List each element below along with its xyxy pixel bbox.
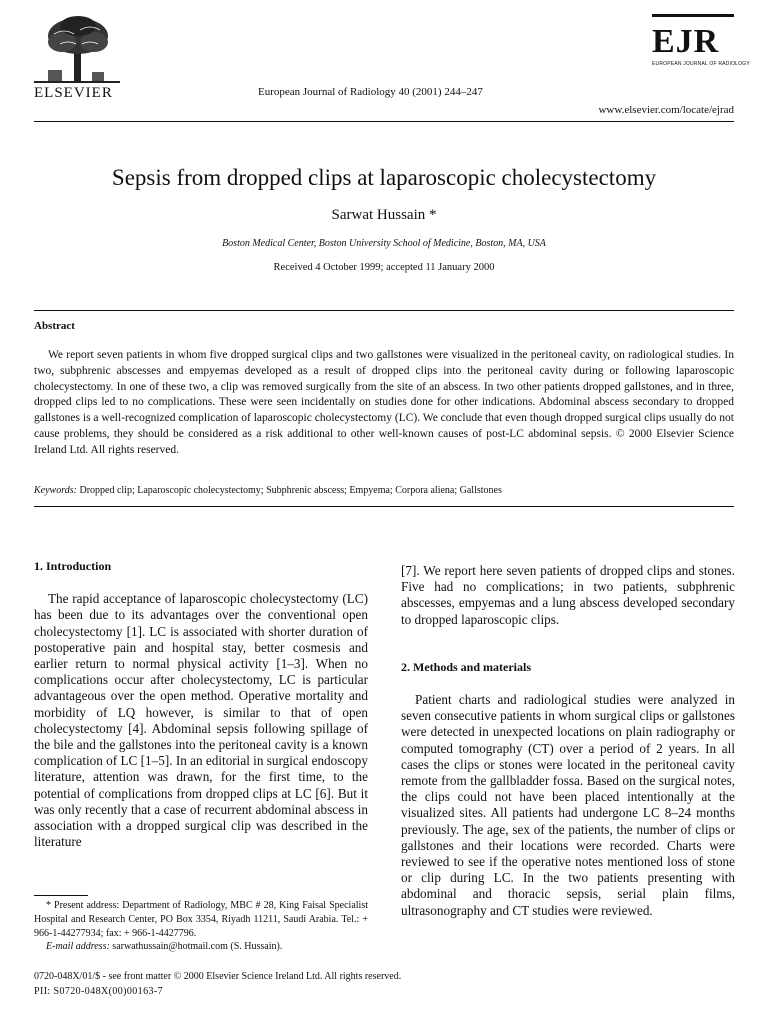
section-heading-methods: 2. Methods and materials [401, 659, 531, 674]
abstract-bottom-divider [34, 506, 734, 507]
introduction-paragraph: The rapid acceptance of laparoscopic cholecystectomy (LC) has been due to its advantages over the conventional open cholecystectomy [1]. LC is associated with shorter duration of postoperative pain and hospital stay, better cosmesis and earlier return to normal physical activity [1–3]. When no complications occur after cholecystectomy, LC is particular advantageous over the open method. Operative mortality and morbidity of LQ however, is similar to that of open cholecystectomy [4]. Abdominal sepsis following spillage of the bile and the gallstones into the peritoneal cavity is a known complication of LC [1–5]. In an editorial in surgical endoscopy literature, attention was drawn, for the first time, to the potential of complications from dropped clips at LC [6]. But it was only recently that a case of recurrent abdominal abscess in association with a dropped surgical clip was described in the literature [34, 591, 368, 850]
left-column [34, 558, 368, 850]
copyright-line: 0720-048X/01/$ - see front matter © 2000 Elsevier Science Ireland Ltd. All rights reserved. [34, 971, 402, 982]
introduction-continued-paragraph: [7]. We report here seven patients of dropped clips and stones. Five had no complications; in two patients, subphrenic abscesses, empyemas and a lung abscess developed secondary to dropped laparoscopic clips. [401, 563, 735, 627]
article-author: Sarwat Hussain * [331, 207, 437, 223]
journal-logo-text: EJR [652, 23, 720, 60]
keywords-label: Keywords: [34, 485, 77, 496]
abstract-top-divider [34, 310, 734, 311]
right-column [401, 563, 735, 919]
journal-logo-subtext: EUROPEAN JOURNAL OF RADIOLOGY [652, 61, 750, 67]
abstract-text: We report seven patients in whom five dropped surgical clips and two gallstones were visualized in the peritoneal cavity, on radiological studies. In two, subphrenic abscesses and empyemas developed as a result of dropped clips into the peritoneal cavity during or following laparoscopic cholecystectomy. In one of these two, a clip was removed surgically from the site of an abscess. In two other patients dropped gallstones, and in three, dropped clips led to no complications. These were seen incidentally on studies done for other indications. Abdominal abscess secondary to dropped gallstones is a well-recognized complication of laparoscopic cholecystectomy (LC). We conclude that even though dropped surgical clips usually do not cause problems, they should be considered as a risk additional to other well-known causes of post-LC abdominal sepsis. © 2000 Elsevier Science Ireland Ltd. All rights reserved. [34, 349, 734, 456]
keywords-list: Dropped clip; Laparoscopic cholecystectomy; Subphrenic abscess; Empyema; Corpora aliena; Gallstones [79, 485, 502, 496]
keywords [34, 485, 734, 496]
elsevier-tree-icon [34, 14, 120, 84]
footnote-email-label: E-mail address: [46, 941, 110, 953]
author-affiliation: Boston Medical Center, Boston University School of Medicine, Boston, MA, USA [222, 238, 546, 249]
footnote [34, 899, 368, 954]
section-heading-introduction: 1. Introduction [34, 559, 112, 573]
header-divider [34, 121, 734, 122]
footnote-divider [34, 895, 88, 896]
publisher-name: ELSEVIER [34, 85, 113, 101]
methods-paragraph: Patient charts and radiological studies were analyzed in seven consecutive patients in whom surgical clips or gallstones were detected in unexpected locations on plain radiography or computed tomography (CT) over a period of 2 years. In all cases the clips or stones were located in the peritoneal cavity remote from the gallbladder fossa. Based on the surgical notes, the clips could not have been placed intentionally at the visualized sites. All patients had undergone LC 8–24 months previously. The age, sex of the patients, the number of clips or gallstones and their locations were recorded. Charts were reviewed to see if the operative notes mentioned loss of stone or clip during LC. In the two patients presenting with abdominal and thoracic sepsis, serial plain films, ultrasonography and CT studies were reviewed. [401, 692, 735, 918]
received-dates: Received 4 October 1999; accepted 11 January 2000 [273, 262, 495, 273]
article-title: Sepsis from dropped clips at laparoscopic cholecystectomy [111, 165, 657, 190]
footnote-email[interactable]: sarwathussain@hotmail.com (S. Hussain). [112, 941, 283, 953]
elsevier-logo [34, 14, 124, 104]
pii-line: PII: S0720-048X(00)00163-7 [34, 986, 164, 997]
journal-logo [652, 14, 750, 67]
abstract-heading: Abstract [34, 320, 75, 332]
footnote-address: * Present address: Department of Radiology, MBC # 28, King Faisal Specialist Hospital and Research Center, PO Box 3354, Riyadh 11211, Saudi Arabia. Tel.: + 966-1-44277934; fax: + 966-1-4427796. [34, 900, 368, 939]
logo-rule [652, 14, 734, 17]
journal-url[interactable]: www.elsevier.com/locate/ejrad [598, 104, 734, 116]
journal-citation: European Journal of Radiology 40 (2001) 244–247 [258, 86, 483, 98]
